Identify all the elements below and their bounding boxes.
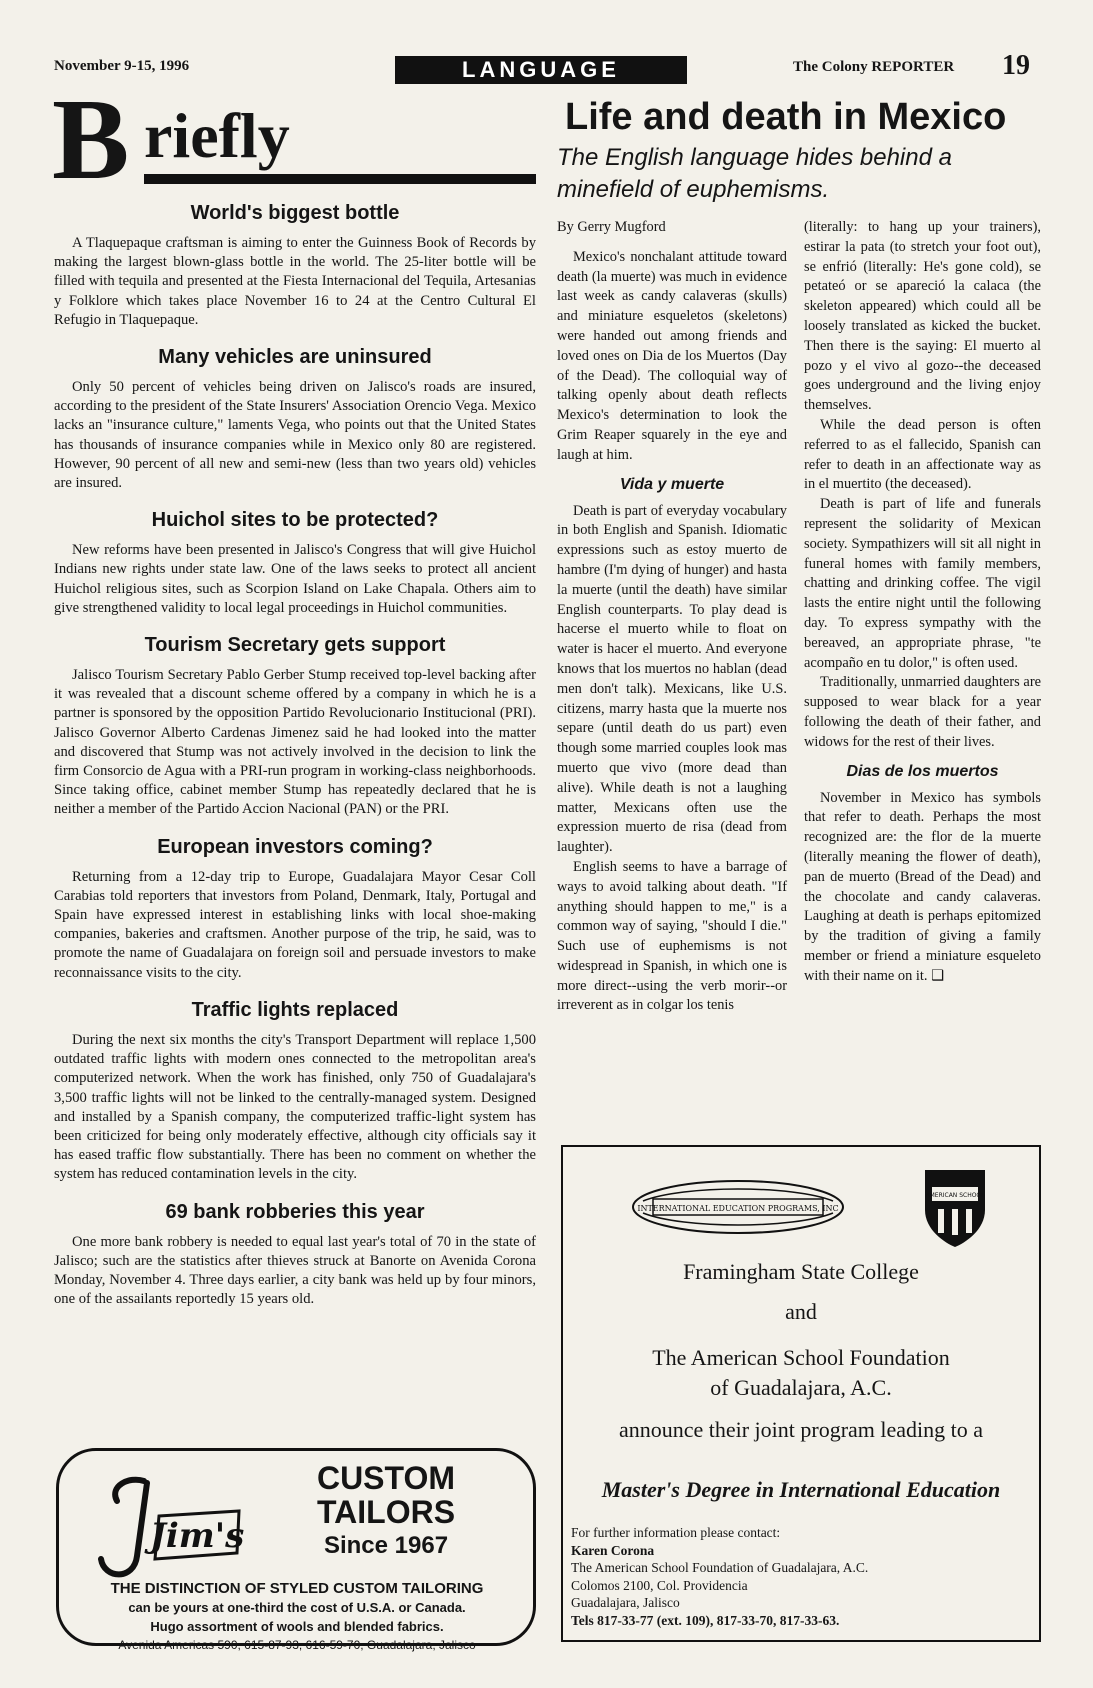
foundation-line: The American School Foundation [652, 1345, 950, 1370]
contact-line: Guadalajara, Jalisco [571, 1595, 680, 1610]
item-body: Jalisco Tourism Secretary Pablo Gerber Stump received top-level backing after it was revealed that a discount scheme offered by a company in which he is a partner is sponsored by the opposition Partido Revolucionario Institucional (PRI). Jalisco Governor Alberto Cardenas Jimenez said he had looked into the matter and discovered that Stump was not actively involved in the decision to link the firm Consorcio de Agua with a PRI-run program in working-class neighborhoods. Since taking office, cabinet member Stump has repeatedly declared that he is neither a member of the Partido Accion Nacional (PAN) or the PRI. [54, 667, 536, 818]
issue-date: November 9-15, 1996 [54, 58, 190, 74]
paragraph: (literally: to hang up your trainers), estirar la pata (to stretch your foot out), se enfrió (literally: He's gone cold), se petateó or se apareció la calaca (the skeleton appeared) which could all be loosely translated as kicked the bucket. Then there is the saying: El muerto al pozo y el vivo al gozo--the deceased goes underground and the living enjoy themselves. [804, 219, 1041, 414]
paragraph: Death is part of life and funerals represent the solidarity of Mexican society. Sympathizers will sit all night in funeral homes with family members, chatting and drinking coffee. The vigil lasts the entire night until the following day. To express sympathy with the bereaved, an appropriate phrase, "te acompaño en tu dolor," is often used. [804, 496, 1041, 671]
section-subhead: Vida y muerte [619, 475, 725, 493]
foundation-line: of Guadalajara, A.C. [710, 1375, 892, 1400]
contact-info [571, 1524, 1031, 1629]
school-advertisement [561, 1145, 1041, 1642]
heading-line: TAILORS [316, 1494, 456, 1530]
tailor-heading [291, 1461, 481, 1563]
news-item [54, 507, 536, 618]
paragraph: Traditionally, unmarried daughters are supposed to wear black for a year following the death of their father, and widows for the rest of their lives. [804, 674, 1041, 750]
degree-name: Master's Degree in International Education [601, 1477, 1001, 1502]
news-item [54, 997, 536, 1185]
feature-subhead: The English language hides behind a minefield of euphemisms. [557, 144, 952, 203]
svg-text:AMERICAN SCHOOL: AMERICAN SCHOOL [925, 1192, 985, 1199]
feature-column-1 [557, 218, 787, 1016]
news-item [54, 1199, 536, 1310]
item-headline: Traffic lights replaced [191, 998, 399, 1021]
svg-text:Jim's: Jim's [149, 1516, 245, 1556]
title-rule [144, 174, 536, 184]
newspaper-name: The Colony REPORTER [793, 59, 955, 75]
item-headline: Many vehicles are uninsured [158, 346, 432, 369]
announcement: announce their joint program leading to a [618, 1417, 984, 1442]
since-line: Since 1967 [323, 1532, 449, 1559]
contact-line: The American School Foundation of Guadalajara, A.C. [571, 1560, 869, 1575]
contact-line: For further information please contact: [571, 1525, 781, 1540]
item-headline: Huichol sites to be protected? [151, 509, 439, 532]
contact-person: Karen Corona [571, 1542, 655, 1558]
contact-phones: Tels 817-33-77 (ext. 109), 817-33-70, 817-33-63. [571, 1612, 840, 1628]
item-body: Only 50 percent of vehicles being driven on Jalisco's roads are insured, according to the president of the State Insurers' Association Orencio Vega. Mexico lacks an "insurance culture," laments Vega, who points out that the United States has thousands of insurance companies while in Mexico only 80 are registered. However, 90 percent of all new and semi-new (less than two years old) vehicles are insured. [54, 379, 536, 492]
news-item [54, 834, 536, 983]
and-text: and [785, 1299, 817, 1324]
svg-text:INTERNATIONAL EDUCATION PROGRA: INTERNATIONAL EDUCATION PROGRAMS, INC [637, 1204, 839, 1213]
jims-logo [89, 1471, 249, 1591]
feature-headline: Life and death in Mexico [565, 96, 1007, 138]
tagline: Hugo assortment of wools and blended fabrics. [150, 1619, 444, 1634]
address: Avenida Americas 590, 615-87-93, 616-59-70, Guadalajara, Jalisco [118, 1638, 476, 1652]
tagline: can be yours at one-third the cost of U.S.A. or Canada. [128, 1600, 466, 1615]
news-item [54, 344, 536, 493]
foundation-name [563, 1343, 1039, 1403]
item-body: New reforms have been presented in Jalisco's Congress that will give Huichol Indians new rights under state law. One of the laws seeks to protect all ancient Huichol religious sites, such as Scorpion Island on Lake Chapala. Others aim to give strengthened validity to local legal proceedings in Huichol communities. [54, 542, 536, 616]
news-item [54, 200, 536, 330]
section-subhead: Dias de los muertos [846, 762, 999, 780]
tailor-details [69, 1579, 525, 1655]
item-body: A Tlaquepaque craftsman is aiming to enter the Guinness Book of Records by making the largest blown-glass bottle in the world. The 25-liter bottle will be filled with tequila and presented at the Fiesta Internacional del Tequila, Artesanias y Folklore which takes place November 16 to 24 at the Centro Cultural El Refugio in Tlaquepaque. [54, 235, 536, 328]
college-name: Framingham State College [683, 1259, 919, 1284]
section-label: LANGUAGE [395, 56, 687, 84]
item-body: During the next six months the city's Transport Department will replace 1,500 outdated traffic lights with modern ones connected to the metropolitan area's computerized network. When the work has finished, only 750 of Guadalajara's 3,500 traffic lights will not be linked to the centrally-managed system. Designed and installed by a Spanish company, the computerized traffic-light system has been criticized for being only moderately effective, although city officials say it has eased traffic flow substantially. There has been no comment on whether the system has reduced contamination levels in the city. [54, 1031, 536, 1183]
item-body: One more bank robbery is needed to equal last year's total of 70 in the state of Jalisco; such are the statistics after thieves struck at Banorte on Avenida Corona Monday, November 4. Three days earlier, a city bank was held up by four minors, one of the assailants reportedly 15 years old. [54, 1233, 536, 1308]
item-headline: Tourism Secretary gets support [144, 634, 446, 657]
tagline: THE DISTINCTION OF STYLED CUSTOM TAILORING [110, 1580, 484, 1597]
globe-logo [623, 1177, 853, 1237]
paragraph: While the dead person is often referred to as el fallecido, Spanish can refer to death in an affectionate way as in el muertito (the deceased). [804, 416, 1041, 493]
item-headline: 69 bank robberies this year [165, 1200, 425, 1223]
paragraph: Death is part of everyday vocabulary in both English and Spanish. Idiomatic expressions such as estoy muerto de hambre (I'm dying of hunger) and hasta la muerte (until the death) have similar English counterparts. To play dead is hacerse el muerto while to float on water is hacer el muerto. And everyone knows that los muertos no hablan (dead men don't talk). Mexicans, like U.S. citizens, marry hasta que la muerte nos separe (until death do us part) even though some married couples look mas muerto que vivo (more dead than alive). While death is not a laughing matter, Mexicans often use the expression muerto de risa (dead from laughter). [557, 502, 787, 856]
briefly-column [54, 200, 536, 1323]
briefly-title: riefly [144, 100, 290, 171]
shield-icon [920, 1165, 990, 1249]
item-headline: European investors coming? [157, 835, 433, 858]
feature-column-2 [804, 218, 1041, 986]
page-number: 19 [1002, 50, 1030, 81]
item-body: Returning from a 12-day trip to Europe, Guadalajara Mayor Cesar Coll Carabias told reporters that investors from Poland, Denmark, Italy, Portugal and Spain have expressed interest in establishing links with local shoe-making companies, bakeries and craftsmen. Another purpose of the trip, he said, was to promote the name of Guadalajara on foreign soil and persuade investors to make reconnaissance visits to the city. [54, 868, 536, 981]
byline: By Gerry Mugford [557, 219, 666, 235]
heading-line: CUSTOM [316, 1460, 456, 1496]
tailor-advertisement [56, 1448, 536, 1652]
paragraph: November in Mexico has symbols that refer to death. Perhaps the most recognized are: the flor de la muerte (literally meaning the flower of death), pan de muerto (Bread of the Dead) and the chocolate and candy calaveras. Laughing at death is perhaps epitomized by the tradition of giving a family member or friend a miniature esqueleto with their name on it. ❑ [804, 789, 1041, 984]
paragraph: Mexico's nonchalant attitude toward death (la muerte) was much in evidence last week as candy calaveras (skulls) and miniature esqueletos (skeletons) were handed out among friends and loved ones on Dia de los Muertos (Day of the Dead). The colloquial way of talking openly about death reflects Mexico's determination to look the Grim Reaper squarely in the eye and laugh at him. [557, 248, 787, 463]
item-headline: World's biggest bottle [190, 202, 400, 224]
contact-line: Colomos 2100, Col. Providencia [571, 1577, 748, 1593]
briefly-initial: B [52, 76, 130, 204]
paragraph: English seems to have a barrage of ways to avoid talking about death. "If anything should happen to me," is a common way of saying, "should I die." Such use of euphemisms is not widespread in Spanish, in which one is more direct--using the verb morir--or irreverent as in colgar los tenis [557, 858, 787, 1014]
news-item [54, 632, 536, 820]
